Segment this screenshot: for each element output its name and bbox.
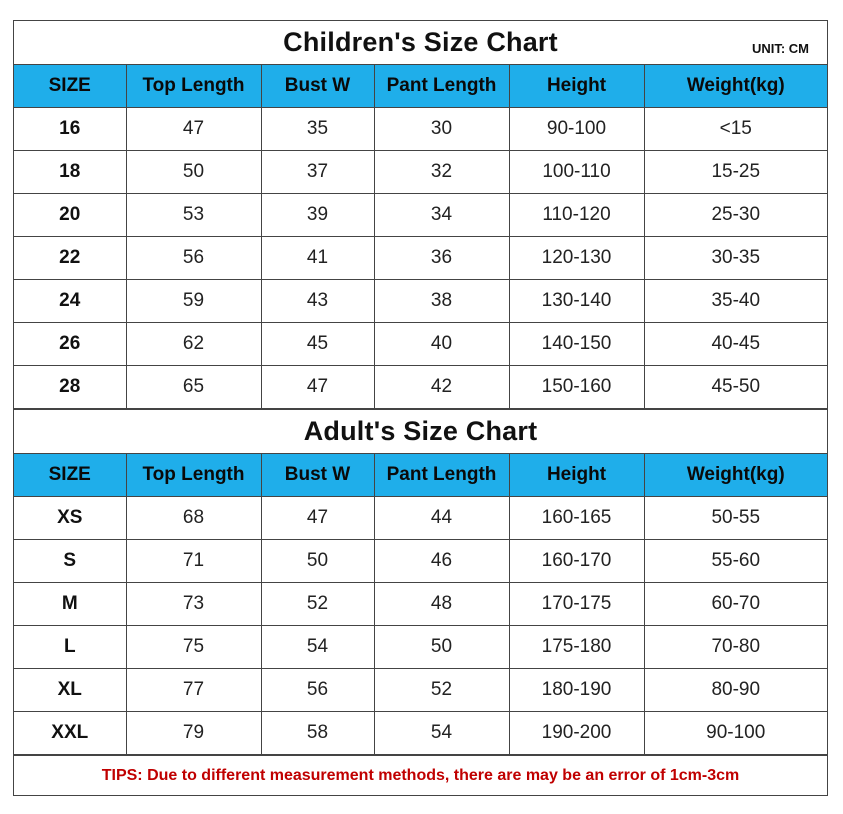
top-length-cell: 53 — [126, 194, 261, 237]
size-cell: L — [14, 626, 126, 669]
bust-w-cell: 54 — [261, 626, 374, 669]
size-cell: 22 — [14, 237, 126, 280]
weight-cell: 25-30 — [644, 194, 827, 237]
table-row — [14, 712, 827, 755]
pant-length-cell: 48 — [374, 583, 509, 626]
top-length-cell: 77 — [126, 669, 261, 712]
top-length-cell: 59 — [126, 280, 261, 323]
children-section — [14, 21, 827, 409]
header-height: Height — [509, 65, 644, 108]
top-length-cell: 65 — [126, 366, 261, 409]
table-row — [14, 108, 827, 151]
bust-w-cell: 58 — [261, 712, 374, 755]
height-cell: 140-150 — [509, 323, 644, 366]
bust-w-cell: 35 — [261, 108, 374, 151]
children-table-body — [14, 108, 827, 409]
pant-length-cell: 40 — [374, 323, 509, 366]
children-chart-title: Children's Size Chart — [283, 27, 558, 57]
height-cell: 130-140 — [509, 280, 644, 323]
size-cell: 20 — [14, 194, 126, 237]
height-cell: 150-160 — [509, 366, 644, 409]
bust-w-cell: 52 — [261, 583, 374, 626]
tips-note: TIPS: Due to different measurement methods, there are may be an error of 1cm-3cm — [14, 755, 827, 796]
bust-w-cell: 45 — [261, 323, 374, 366]
top-length-cell: 79 — [126, 712, 261, 755]
bust-w-cell: 41 — [261, 237, 374, 280]
pant-length-cell: 46 — [374, 540, 509, 583]
height-cell: 190-200 — [509, 712, 644, 755]
table-row — [14, 280, 827, 323]
size-cell: 18 — [14, 151, 126, 194]
table-row — [14, 151, 827, 194]
top-length-cell: 75 — [126, 626, 261, 669]
table-row — [14, 237, 827, 280]
bust-w-cell: 56 — [261, 669, 374, 712]
height-cell: 175-180 — [509, 626, 644, 669]
header-size: SIZE — [14, 454, 126, 497]
top-length-cell: 47 — [126, 108, 261, 151]
height-cell: 110-120 — [509, 194, 644, 237]
header-size: SIZE — [14, 65, 126, 108]
table-row — [14, 194, 827, 237]
size-cell: 16 — [14, 108, 126, 151]
pant-length-cell: 50 — [374, 626, 509, 669]
height-cell: 160-165 — [509, 497, 644, 540]
size-cell: 24 — [14, 280, 126, 323]
weight-cell: 70-80 — [644, 626, 827, 669]
adult-section — [14, 409, 827, 755]
top-length-cell: 50 — [126, 151, 261, 194]
header-top-length: Top Length — [126, 454, 261, 497]
weight-cell: 60-70 — [644, 583, 827, 626]
top-length-cell: 73 — [126, 583, 261, 626]
header-bust-w: Bust W — [261, 65, 374, 108]
size-chart — [13, 20, 828, 796]
adult-title-row — [14, 409, 827, 454]
table-row — [14, 583, 827, 626]
pant-length-cell: 52 — [374, 669, 509, 712]
top-length-cell: 56 — [126, 237, 261, 280]
weight-cell: 55-60 — [644, 540, 827, 583]
table-row — [14, 669, 827, 712]
size-cell: S — [14, 540, 126, 583]
unit-label: UNIT: CM — [751, 41, 809, 56]
height-cell: 160-170 — [509, 540, 644, 583]
top-length-cell: 68 — [126, 497, 261, 540]
children-header-row — [14, 65, 827, 108]
bust-w-cell: 37 — [261, 151, 374, 194]
size-cell: 26 — [14, 323, 126, 366]
header-bust-w: Bust W — [261, 454, 374, 497]
pant-length-cell: 38 — [374, 280, 509, 323]
bust-w-cell: 43 — [261, 280, 374, 323]
height-cell: 100-110 — [509, 151, 644, 194]
adult-chart-title: Adult's Size Chart — [303, 416, 538, 446]
size-cell: M — [14, 583, 126, 626]
height-cell: 180-190 — [509, 669, 644, 712]
header-weight: Weight(kg) — [644, 65, 827, 108]
children-size-table — [14, 65, 827, 409]
bust-w-cell: 47 — [261, 497, 374, 540]
pant-length-cell: 42 — [374, 366, 509, 409]
weight-cell: 15-25 — [644, 151, 827, 194]
header-pant-length: Pant Length — [374, 65, 509, 108]
bust-w-cell: 39 — [261, 194, 374, 237]
pant-length-cell: 30 — [374, 108, 509, 151]
pant-length-cell: 36 — [374, 237, 509, 280]
header-top-length: Top Length — [126, 65, 261, 108]
size-cell: XXL — [14, 712, 126, 755]
weight-cell: 90-100 — [644, 712, 827, 755]
pant-length-cell: 54 — [374, 712, 509, 755]
top-length-cell: 62 — [126, 323, 261, 366]
height-cell: 170-175 — [509, 583, 644, 626]
weight-cell: <15 — [644, 108, 827, 151]
height-cell: 90-100 — [509, 108, 644, 151]
weight-cell: 30-35 — [644, 237, 827, 280]
header-weight: Weight(kg) — [644, 454, 827, 497]
weight-cell: 35-40 — [644, 280, 827, 323]
weight-cell: 80-90 — [644, 669, 827, 712]
children-title-row — [14, 21, 827, 65]
height-cell: 120-130 — [509, 237, 644, 280]
pant-length-cell: 44 — [374, 497, 509, 540]
table-row — [14, 626, 827, 669]
table-row — [14, 497, 827, 540]
table-row — [14, 323, 827, 366]
top-length-cell: 71 — [126, 540, 261, 583]
weight-cell: 45-50 — [644, 366, 827, 409]
header-pant-length: Pant Length — [374, 454, 509, 497]
adult-header-row — [14, 454, 827, 497]
weight-cell: 40-45 — [644, 323, 827, 366]
adult-table-body — [14, 497, 827, 755]
bust-w-cell: 50 — [261, 540, 374, 583]
size-cell: 28 — [14, 366, 126, 409]
bust-w-cell: 47 — [261, 366, 374, 409]
table-row — [14, 540, 827, 583]
header-height: Height — [509, 454, 644, 497]
pant-length-cell: 32 — [374, 151, 509, 194]
adult-size-table — [14, 454, 827, 755]
pant-length-cell: 34 — [374, 194, 509, 237]
table-row — [14, 366, 827, 409]
size-cell: XS — [14, 497, 126, 540]
weight-cell: 50-55 — [644, 497, 827, 540]
size-cell: XL — [14, 669, 126, 712]
